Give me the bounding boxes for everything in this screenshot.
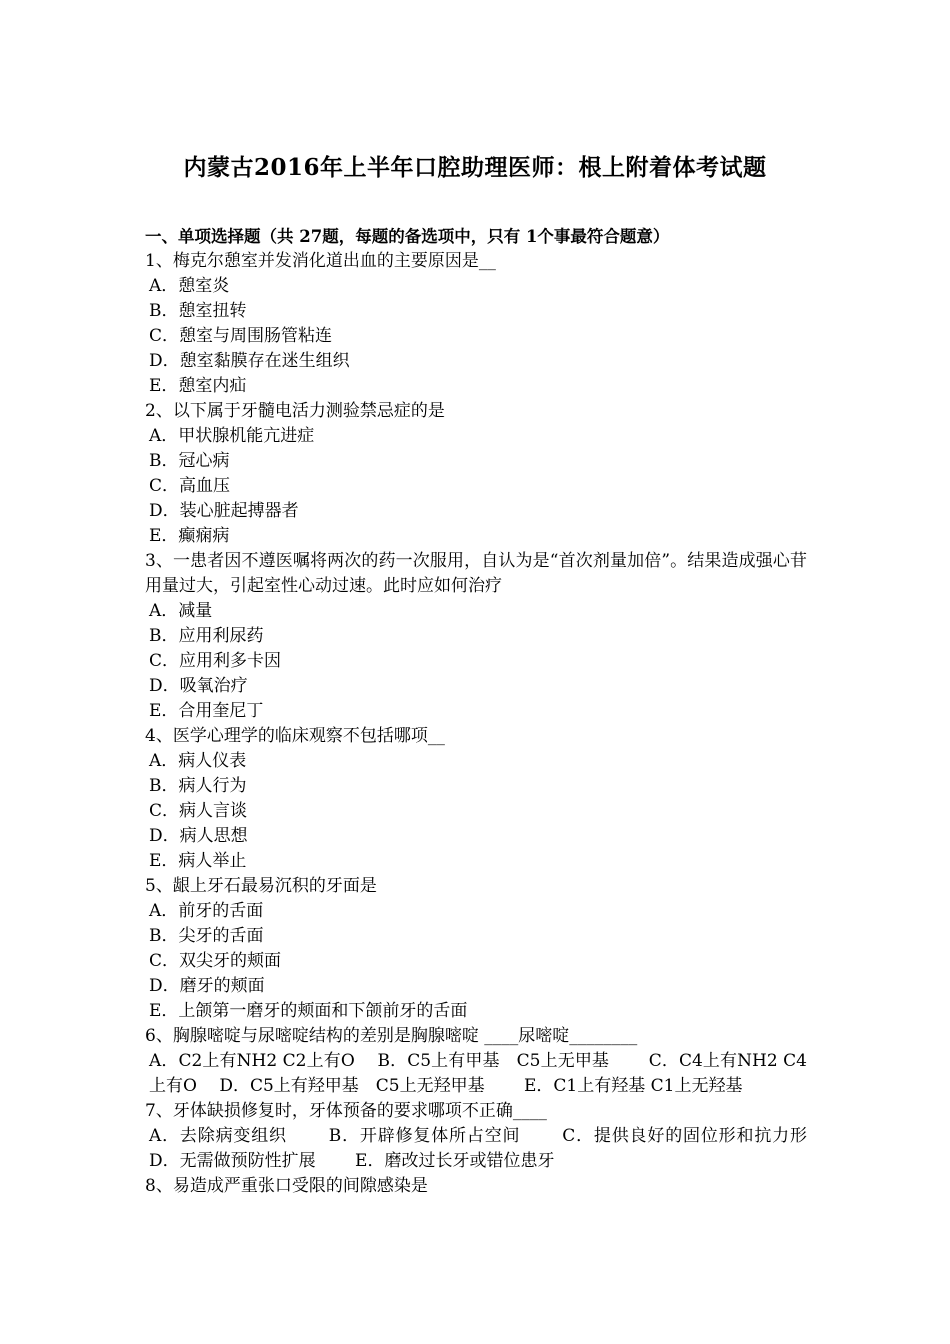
question-options: A．去除病变组织 B．开辟修复体所占空间 C．提供良好的固位形和抗力形 D．无需做预防性扩展 E．磨改过长牙或错位患牙 [149, 1126, 847, 1171]
option-b: B．尖牙的舌面 [149, 926, 264, 946]
question-stem: 7、牙体缺损修复时，牙体预备的要求哪项不正确____ [145, 1101, 547, 1121]
question-8 [145, 1174, 807, 1199]
document-body [145, 224, 847, 1199]
option-c: C．应用利多卡因 [149, 651, 282, 671]
option-a: A．憩室炎 [149, 276, 230, 296]
question-options: A．C2上有NH2 C2上有O B．C5上有甲基 C5上无甲基 C．C4上有NH2 C4上有O D．C5上有羟甲基 C5上无羟甲基 E．C1上有羟基 C1上无羟基 [149, 1051, 807, 1096]
question-4 [145, 724, 807, 874]
option-d: D．吸氧治疗 [149, 676, 248, 696]
option-e: E．癫痫病 [149, 526, 230, 546]
option-a: A．甲状腺机能亢进症 [149, 426, 315, 446]
question-stem: 2、以下属于牙髓电活力测验禁忌症的是 [145, 401, 445, 421]
question-stem: 8、易造成严重张口受限的间隙感染是 [145, 1176, 428, 1196]
question-stem: 1、梅克尔憩室并发消化道出血的主要原因是__ [145, 251, 496, 271]
option-c: C．憩室与周围肠管粘连 [149, 326, 333, 346]
question-stem: 5、龈上牙石最易沉积的牙面是 [145, 876, 377, 896]
section-heading: 一、单项选择题（共 27题，每题的备选项中，只有 1个事最符合题意） [145, 227, 670, 246]
option-b: B．憩室扭转 [149, 301, 247, 321]
question-6 [145, 1024, 807, 1099]
question-7 [145, 1099, 847, 1174]
question-stem: 6、胸腺嘧啶与尿嘧啶结构的差别是胸腺嘧啶 ____尿嘧啶________ [145, 1026, 638, 1046]
option-e: E．合用奎尼丁 [149, 701, 264, 721]
option-e: E．病人举止 [149, 851, 247, 871]
option-c: C．病人言谈 [149, 801, 248, 821]
question-1 [145, 249, 807, 399]
option-d: D．病人思想 [149, 826, 248, 846]
question-stem: 4、医学心理学的临床观察不包括哪项__ [145, 726, 445, 746]
document-title: 内蒙古2016年上半年口腔助理医师：根上附着体考试题 [183, 154, 767, 181]
option-a: A．病人仪表 [149, 751, 247, 771]
option-e: E．上颌第一磨牙的颊面和下颌前牙的舌面 [149, 1001, 468, 1021]
option-b: B．冠心病 [149, 451, 230, 471]
question-5 [145, 874, 807, 1024]
option-b: B．应用利尿药 [149, 626, 264, 646]
question-2 [145, 399, 807, 549]
option-c: C．高血压 [149, 476, 231, 496]
option-a: A．减量 [149, 601, 213, 621]
question-stem: 3、一患者因不遵医嘱将两次的药一次服用，自认为是“首次剂量加倍”。结果造成强心苷用量过大，引起室性心动过速。此时应如何治疗 [145, 551, 807, 596]
option-e: E．憩室内疝 [149, 376, 247, 396]
option-d: D．憩室黏膜存在迷生组织 [149, 351, 350, 371]
option-d: D．装心脏起搏器者 [149, 501, 299, 521]
option-a: A．前牙的舌面 [149, 901, 264, 921]
option-b: B．病人行为 [149, 776, 247, 796]
option-d: D．磨牙的颊面 [149, 976, 265, 996]
option-c: C．双尖牙的颊面 [149, 951, 282, 971]
question-3 [145, 549, 807, 724]
